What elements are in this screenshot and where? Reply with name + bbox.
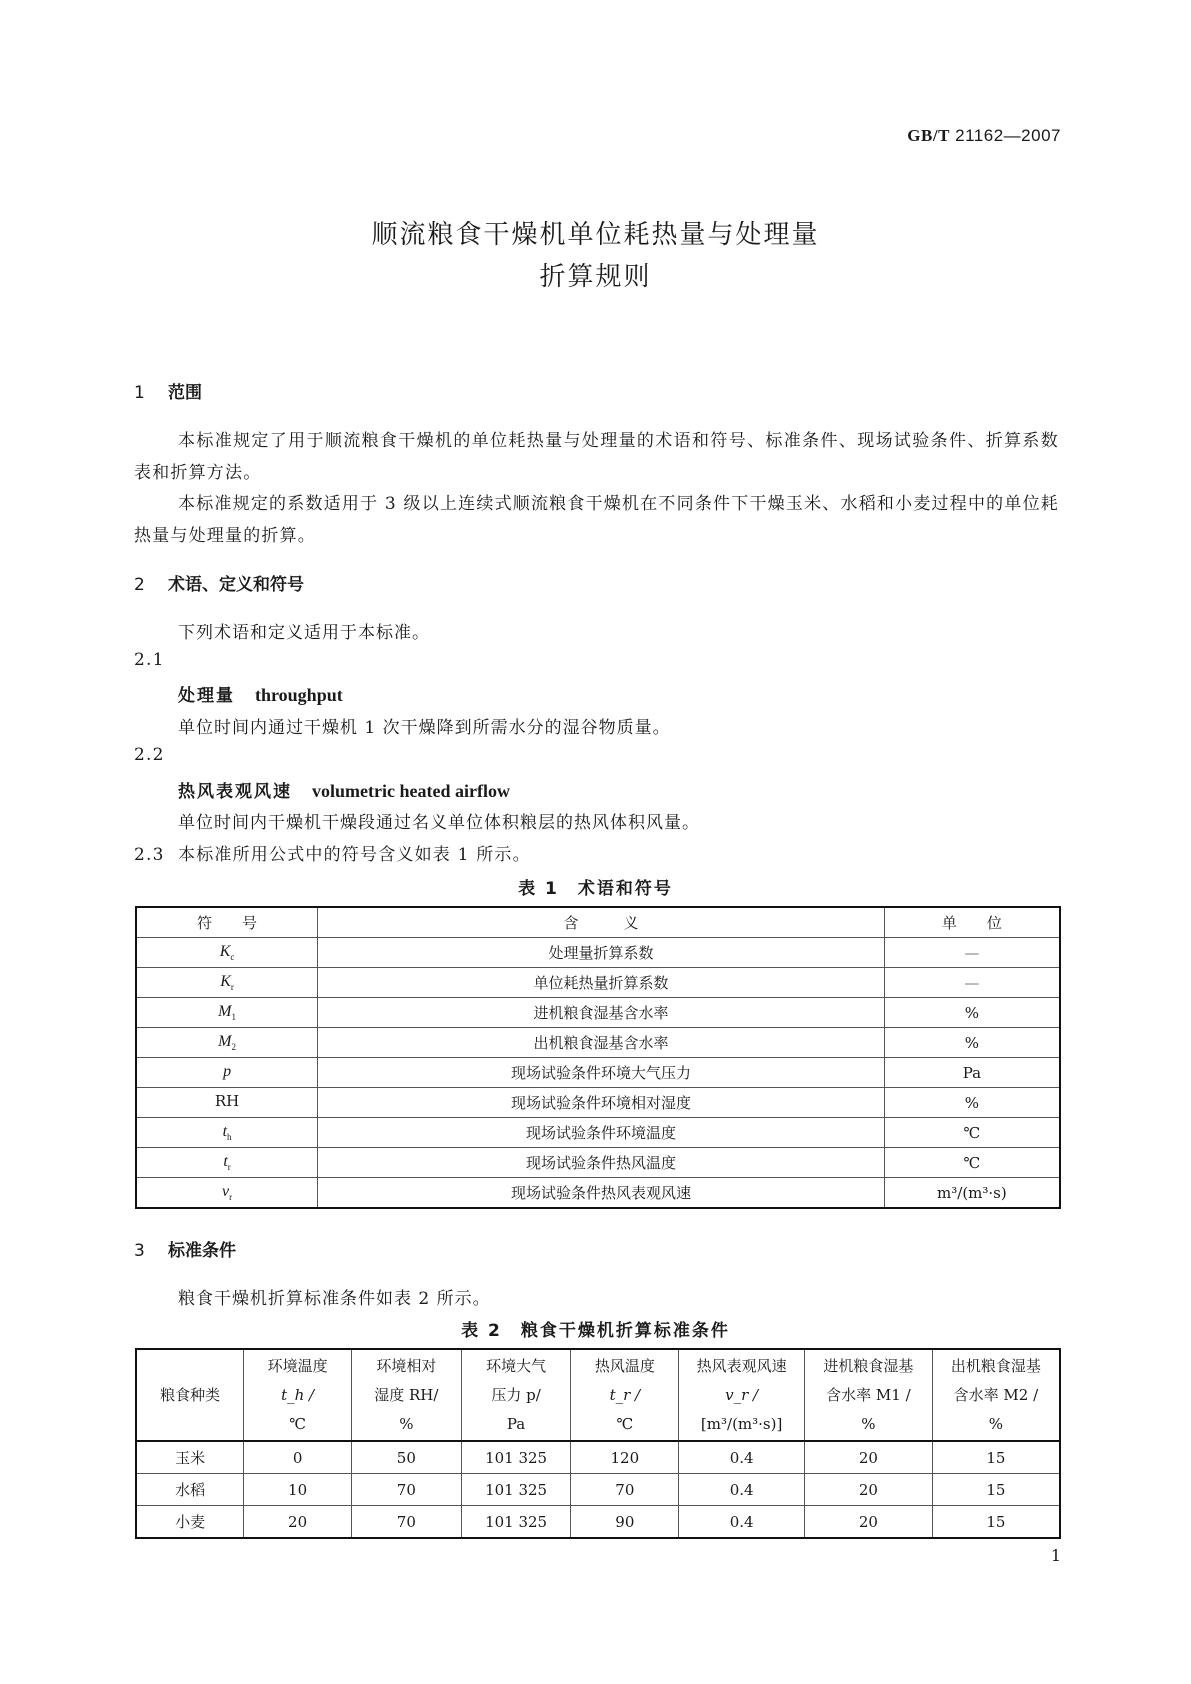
meaning-cell: 单位耗热量折算系数 [318, 968, 885, 998]
term-cn: 热风表观风速 [178, 782, 292, 802]
grain-cell: 水稻 [136, 1474, 244, 1506]
column-header-inlet-moisture: 进机粮食湿基 含水率 M1 / % [805, 1349, 933, 1441]
standard-code: 21162—2007 [955, 126, 1061, 145]
table-row [136, 998, 1060, 1028]
section-number: 1 [134, 383, 145, 403]
column-header-outlet-moisture: 出机粮食湿基 含水率 M2 / % [932, 1349, 1060, 1441]
table-row [136, 1028, 1060, 1058]
term-2-2 [178, 777, 510, 802]
unit-cell: ℃ [884, 1148, 1060, 1178]
standard-prefix: GB/T [907, 126, 950, 145]
section-number: 3 [134, 1241, 145, 1261]
value-cell: 90 [571, 1506, 679, 1539]
value-cell: 15 [932, 1506, 1060, 1539]
symbol-cell: $M_1$ [136, 998, 318, 1028]
symbol-cell: $t_h$ [136, 1118, 318, 1148]
column-header-ambient-temp: 环境温度 t_h / ℃ [244, 1349, 352, 1441]
value-cell: 0.4 [679, 1474, 805, 1506]
table-row [136, 1118, 1060, 1148]
table-row [136, 1088, 1060, 1118]
column-header-pressure: 环境大气 压力 p/ Pa [461, 1349, 571, 1441]
table-1-caption: 表 1 术语和符号 [518, 879, 673, 899]
value-cell: 70 [351, 1474, 461, 1506]
table-row [136, 968, 1060, 998]
table-row [136, 1441, 1060, 1474]
term-2-2-definition: 单位时间内干燥机干燥段通过名义单位体积粮层的热风体积风量。 [178, 813, 700, 833]
meaning-cell: 进机粮食湿基含水率 [318, 998, 885, 1028]
meaning-cell: 现场试验条件环境大气压力 [318, 1058, 885, 1088]
standard-conditions-intro: 粮食干燥机折算标准条件如表 2 所示。 [178, 1289, 491, 1309]
symbol-cell: $M_2$ [136, 1028, 318, 1058]
clause-number: 2.3 [134, 845, 165, 865]
column-header-relative-humidity: 环境相对 湿度 RH/ % [351, 1349, 461, 1441]
term-2-1-definition: 单位时间内通过干燥机 1 次干燥降到所需水分的湿谷物质量。 [178, 718, 671, 738]
page-number: 1 [1050, 1546, 1061, 1565]
term-en: throughput [255, 685, 343, 705]
table-2-caption: 表 2 粮食干燥机折算标准条件 [461, 1321, 730, 1341]
unit-cell: % [884, 1088, 1060, 1118]
unit-cell: ℃ [884, 1118, 1060, 1148]
table-row [136, 1178, 1060, 1209]
value-cell: 0.4 [679, 1506, 805, 1539]
unit-cell: — [884, 938, 1060, 968]
value-cell: 50 [351, 1441, 461, 1474]
symbol-cell: $K_c$ [136, 938, 318, 968]
column-header-symbol: 符 号 [136, 907, 318, 938]
symbols-table [135, 906, 1061, 1209]
value-cell: 15 [932, 1474, 1060, 1506]
section-title: 范围 [168, 383, 202, 403]
unit-cell: % [884, 998, 1060, 1028]
value-cell: 120 [571, 1441, 679, 1474]
clause-2-3 [134, 840, 531, 865]
terms-intro: 下列术语和定义适用于本标准。 [178, 623, 430, 643]
clause-text: 本标准所用公式中的符号含义如表 1 所示。 [178, 845, 531, 865]
symbol-cell: $v_r$ [136, 1178, 318, 1209]
value-cell: 10 [244, 1474, 352, 1506]
value-cell: 70 [351, 1506, 461, 1539]
value-cell: 20 [244, 1506, 352, 1539]
grain-cell: 小麦 [136, 1506, 244, 1539]
clause-2-2-number: 2.2 [134, 745, 165, 765]
section-1-heading [134, 378, 202, 403]
document-title-line2: 折算规则 [539, 262, 652, 292]
table-header-row [136, 907, 1060, 938]
table-row [136, 1474, 1060, 1506]
table-header-row [136, 1349, 1060, 1441]
term-en: volumetric heated airflow [312, 781, 510, 801]
term-2-1 [178, 681, 343, 706]
value-cell: 70 [571, 1474, 679, 1506]
scope-paragraph-2: 本标准规定的系数适用于 3 级以上连续式顺流粮食干燥机在不同条件下干燥玉米、水稻和小麦过程中的单位耗热量与处理量的折算。 [134, 494, 1059, 546]
value-cell: 15 [932, 1441, 1060, 1474]
clause-2-1-number: 2.1 [134, 650, 165, 670]
scope-paragraph-1: 本标准规定了用于顺流粮食干燥机的单位耗热量与处理量的术语和符号、标准条件、现场试验条件、折算系数表和折算方法。 [134, 431, 1059, 483]
section-number: 2 [134, 575, 145, 595]
unit-cell: — [884, 968, 1060, 998]
value-cell: 0 [244, 1441, 352, 1474]
document-title-line1: 顺流粮食干燥机单位耗热量与处理量 [371, 220, 820, 250]
value-cell: 101 325 [461, 1474, 571, 1506]
column-header-airflow: 热风表观风速 v_r / [m³/(m³·s)] [679, 1349, 805, 1441]
value-cell: 20 [805, 1441, 933, 1474]
section-title: 标准条件 [168, 1241, 236, 1261]
column-header-meaning: 含 义 [318, 907, 885, 938]
symbol-cell: $K_r$ [136, 968, 318, 998]
column-header-hot-air-temp: 热风温度 t_r / ℃ [571, 1349, 679, 1441]
symbol-cell: $t_r$ [136, 1148, 318, 1178]
meaning-cell: 现场试验条件热风温度 [318, 1148, 885, 1178]
standard-number [907, 126, 1061, 146]
standard-conditions-table [135, 1348, 1061, 1539]
unit-cell: m³/(m³·s) [884, 1178, 1060, 1209]
value-cell: 20 [805, 1506, 933, 1539]
meaning-cell: 现场试验条件环境相对湿度 [318, 1088, 885, 1118]
section-3-heading [134, 1236, 236, 1261]
table-row [136, 1506, 1060, 1539]
value-cell: 0.4 [679, 1441, 805, 1474]
value-cell: 20 [805, 1474, 933, 1506]
column-header-unit: 单 位 [884, 907, 1060, 938]
meaning-cell: 现场试验条件环境温度 [318, 1118, 885, 1148]
section-2-heading [134, 570, 304, 595]
grain-cell: 玉米 [136, 1441, 244, 1474]
column-header-grain: 粮食种类 [136, 1349, 244, 1441]
term-cn: 处理量 [178, 686, 235, 706]
table-row [136, 1148, 1060, 1178]
section-title: 术语、定义和符号 [168, 575, 304, 595]
meaning-cell: 处理量折算系数 [318, 938, 885, 968]
value-cell: 101 325 [461, 1441, 571, 1474]
symbol-cell: RH [136, 1088, 318, 1118]
meaning-cell: 现场试验条件热风表观风速 [318, 1178, 885, 1209]
symbol-cell: p [136, 1058, 318, 1088]
meaning-cell: 出机粮食湿基含水率 [318, 1028, 885, 1058]
unit-cell: Pa [884, 1058, 1060, 1088]
value-cell: 101 325 [461, 1506, 571, 1539]
table-row [136, 938, 1060, 968]
table-row [136, 1058, 1060, 1088]
unit-cell: % [884, 1028, 1060, 1058]
